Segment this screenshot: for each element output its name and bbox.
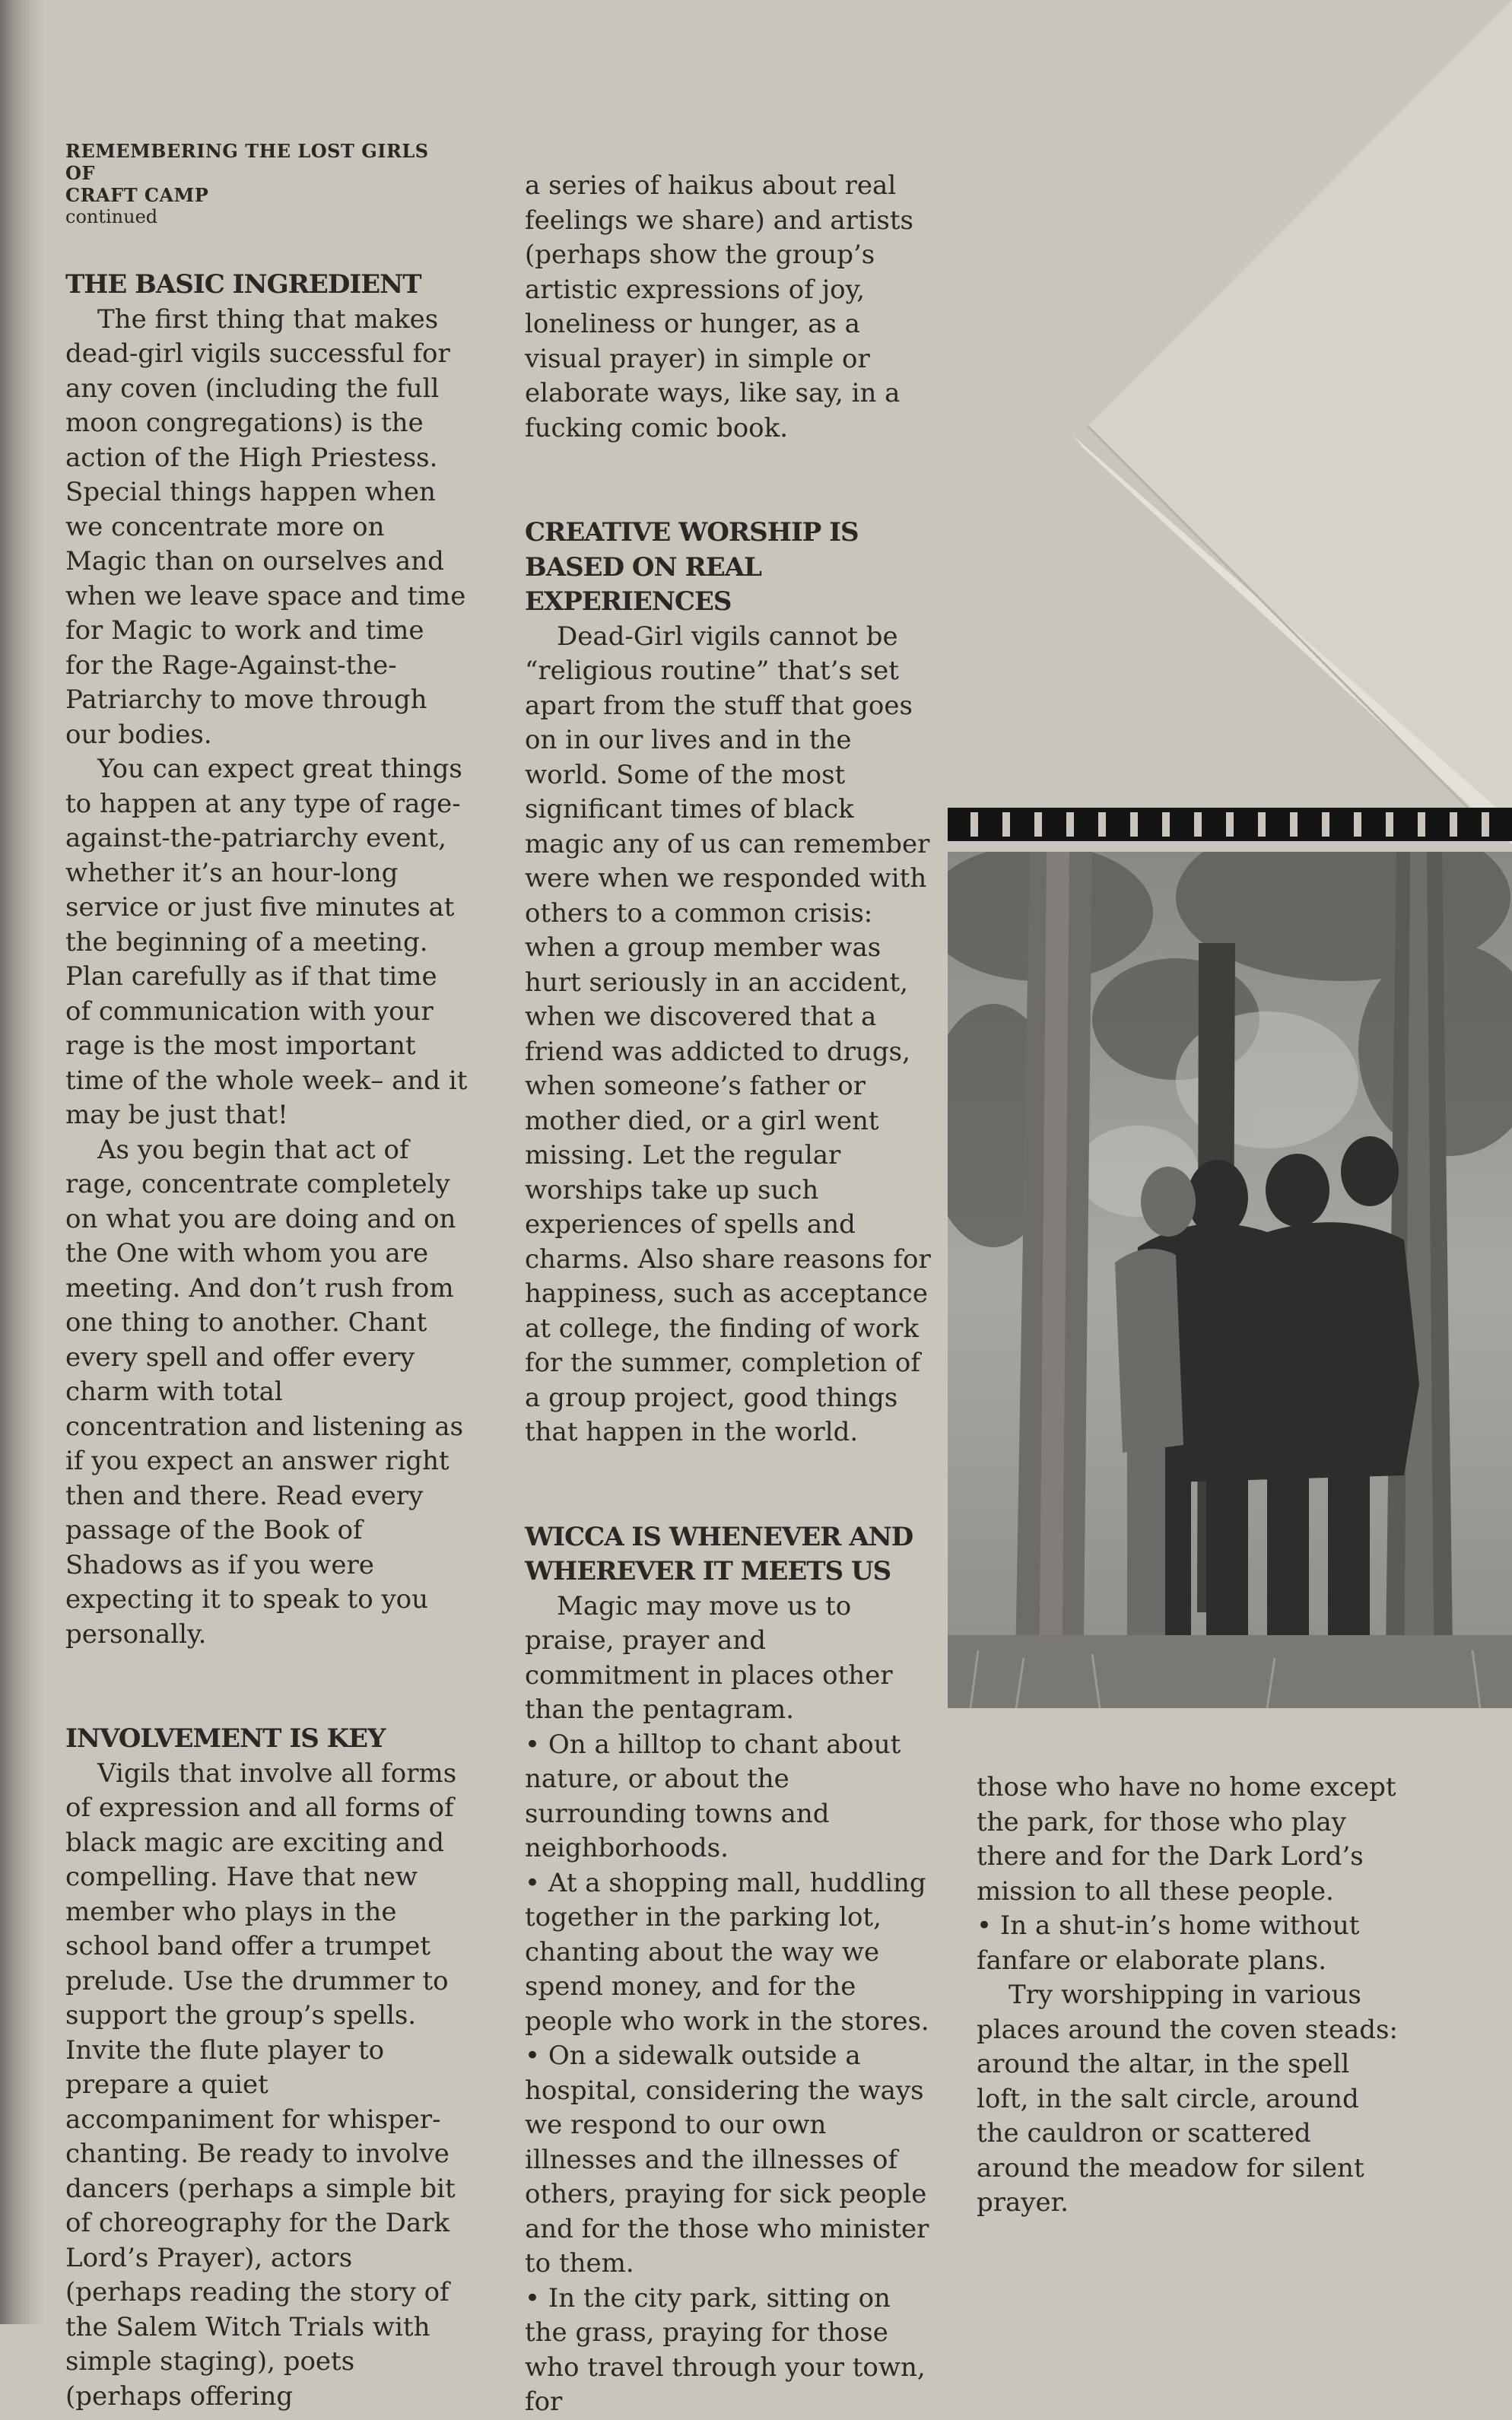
- heading-basic-ingredient: THE BASIC INGREDIENT: [65, 269, 421, 300]
- kicker-line-2: CRAFT CAMP: [65, 184, 209, 206]
- section-kicker: [65, 140, 461, 228]
- heading-involvement: INVOLVEMENT IS KEY: [65, 1723, 386, 1754]
- heading-creative-worship: CREATIVE WORSHIP IS BASED ON REAL EXPERIENCES: [525, 517, 859, 617]
- paragraph: Dead-Girl vigils cannot be “religious routine” that’s set apart from the stuff that goes on in our lives and in the world. Some of the most significant times of black magic any of us can remember were when we responded with others to a common crisis: when a group member was hurt seriously in an accident, when we discovered that a friend was addicted to drugs, when someone’s father or mother died, or a girl went missing. Let the regular worships take up such experiences of spells and charms. Also share reasons for happiness, such as acceptance at college, the finding of work for the summer, completion of a group project, good things that happen in the world.: [525, 621, 931, 1447]
- photo-block: [948, 808, 1512, 1708]
- kicker-line-1: REMEMBERING THE LOST GIRLS OF: [65, 140, 429, 184]
- film-strip-border: [948, 808, 1512, 841]
- bullet-item: • In the city park, sitting on the grass, praying for those who travel through your town, for: [525, 2282, 926, 2417]
- bullet-item: • On a sidewalk outside a hospital, considering the ways we respond to our own illnesses and the illnesses of others, praying for sick people and for the those who minister to them.: [525, 2040, 929, 2279]
- column-3: [977, 1771, 1402, 2221]
- bullet-item: • In a shut-in’s home without fanfare or elaborate plans.: [977, 1910, 1360, 1976]
- continued-label: continued: [65, 206, 158, 227]
- bullet-item: • At a shopping mall, huddling together in the parking lot, chanting about the way we spend money, and for the people who work in the stores.: [525, 1867, 929, 2037]
- paragraph: Magic may move us to praise, prayer and commitment in places other than the pentagram.: [525, 1590, 893, 1725]
- paragraph: Try worshipping in various places around the coven steads: around the altar, in the spell loft, in the salt circle, around the cauldron or scattered around the meadow for silent prayer.: [977, 1980, 1398, 2218]
- paragraph: You can expect great things to happen at any type of rage-against-the-patriarchy event, whether it’s an hour-long service or just five minutes at the beginning of a meeting. Plan carefully as if that time of communication with your rage is the most important time of the whole week– and it may be just that!: [65, 754, 468, 1130]
- column-2: [525, 169, 935, 2420]
- paragraph: those who have no home except the park, for those who play there and for the Dark Lord’s mission to all these people.: [977, 1772, 1396, 1907]
- paragraph: Vigils that involve all forms of expression and all forms of black magic are exciting and compelling. Have that new member who plays in the school band offer a trumpet prelude. Use the drummer to support the group’s spells. Invite the flute player to prepare a quiet accompaniment for whisper-chanting. Be ready to involve dancers (perhaps a simple bit of choreography for the Dark Lord’s Prayer), actors (perhaps reading the story of the Salem Witch Trials with simple staging), poets (perhaps offering: [65, 1758, 457, 2412]
- paragraph: As you begin that act of rage, concentrate completely on what you are doing and on the One with whom you are meeting. And don’t rush from one thing to another. Chant every spell and offer every charm with total concentration and listening as if you expect an answer right then and there. Read every passage of the Book of Shadows as if you were expecting it to speak to you personally.: [65, 1134, 464, 1650]
- bullet-item: • On a hilltop to chant about nature, or about the surrounding towns and neighborhoods.: [525, 1729, 901, 1863]
- photo-group-in-woods: [948, 852, 1512, 1708]
- column-1: [65, 268, 469, 2414]
- paragraph: a series of haikus about real feelings we share) and artists (perhaps show the group’s artistic expressions of joy, loneliness or hunger, as a visual prayer) in simple or elaborate ways, like say, in a fucking comic book.: [525, 170, 913, 443]
- heading-wicca: WICCA IS WHENEVER AND WHEREVER IT MEETS US: [525, 1521, 913, 1586]
- paragraph: The first thing that makes dead-girl vigils successful for any coven (including the full moon congregations) is the action of the High Priestess. Special things happen when we concentrate more on Magic than on ourselves and when we leave space and time for Magic to work and time for the Rage-Against-the-Patriarchy to move through our bodies.: [65, 303, 466, 750]
